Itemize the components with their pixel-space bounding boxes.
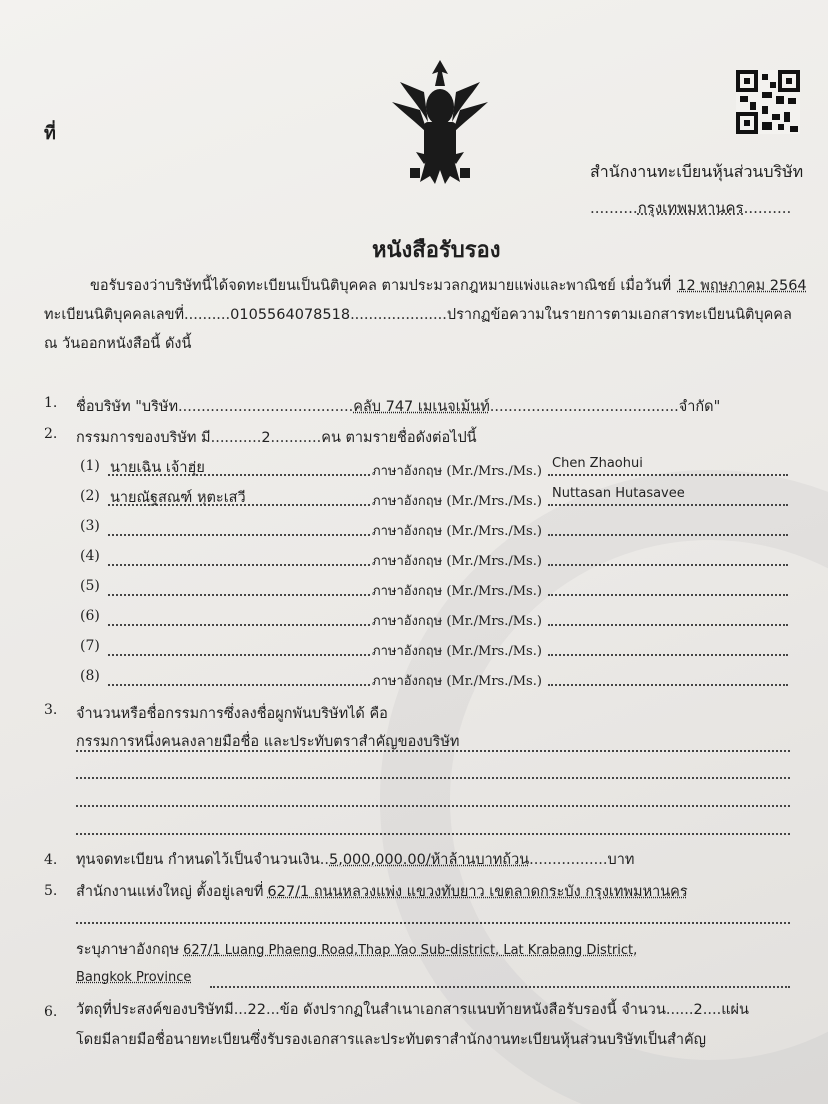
director-index: (4) xyxy=(80,548,100,564)
document-title: หนังสือรับรอง xyxy=(372,237,501,263)
director-thai-fill-line xyxy=(108,534,370,536)
director-english-fill-line xyxy=(548,654,788,656)
item4-number: 4. xyxy=(44,852,58,868)
item2-label: กรรมการของบริษัท มี xyxy=(76,430,211,446)
item5-english-line xyxy=(76,938,637,961)
director-english-label: ภาษาอังกฤษ (Mr./Mrs./Ms.) xyxy=(372,614,542,629)
director-thai-fill-line xyxy=(108,654,370,656)
item1-suffix: จำกัด" xyxy=(678,399,721,415)
director-thai-fill-line xyxy=(108,624,370,626)
item3-value: กรรมการหนึ่งคนลงลายมือชื่อ และประทับตราสำคัญของบริษัท xyxy=(76,734,460,750)
item1-number: 1. xyxy=(44,395,58,411)
registration-date: 12 พฤษภาคม 2564 xyxy=(677,278,807,294)
registration-number: 0105564078518 xyxy=(230,307,351,323)
item4-line: ทุนจดทะเบียน กำหนดไว้เป็นจำนวนเงิน..5,000,000.00/ห้าล้านบาทถ้วน.................บาท xyxy=(76,852,635,868)
item3-label: จำนวนหรือชื่อกรรมการซึ่งลงชื่อผูกพันบริษัทได้ คือ xyxy=(76,706,388,722)
item5-number: 5. xyxy=(44,883,58,899)
item3-fill-line-2 xyxy=(76,777,790,779)
ref-label: ที่ xyxy=(44,123,56,144)
reg-number-label: ทะเบียนนิติบุคคลเลขที่ xyxy=(44,307,185,323)
director-thai-name: นายเฉิน เจ้าฮุ่ย xyxy=(110,460,205,476)
director-english-fill-line xyxy=(548,624,788,626)
director-thai-fill-line xyxy=(108,594,370,596)
director-english-name: Nuttasan Hutasavee xyxy=(552,486,685,501)
intro-line1-text: ขอรับรองว่าบริษัทนี้ได้จดทะเบียนเป็นนิติบุคคล ตามประมวลกฎหมายแพ่งและพาณิชย์ เมื่อวันที่ xyxy=(90,278,672,294)
director-thai-fill-line xyxy=(108,684,370,686)
director-thai-fill-line xyxy=(108,564,370,566)
item5-fill-line xyxy=(76,922,790,924)
item6-line2: โดยมีลายมือชื่อนายทะเบียนซึ่งรับรองเอกสารและประทับตราสำนักงานทะเบียนหุ้นส่วนบริษัทเป็นสำคัญ xyxy=(76,1032,707,1048)
director-english-label: ภาษาอังกฤษ (Mr./Mrs./Ms.) xyxy=(372,644,542,659)
attached-pages-count: 2 xyxy=(693,1002,703,1018)
item5-english-label: ระบุภาษาอังกฤษ xyxy=(76,942,180,958)
objectives-count: 22 xyxy=(247,1002,266,1018)
office-title: สำนักงานทะเบียนหุ้นส่วนบริษัท xyxy=(590,162,804,181)
office-city: กรุงเทพมหานคร xyxy=(637,199,744,217)
item6-label: วัตถุที่ประสงค์ของบริษัทมี xyxy=(76,1002,234,1018)
director-english-fill-line xyxy=(548,534,788,536)
director-index: (5) xyxy=(80,578,100,594)
director-english-fill-line xyxy=(548,594,788,596)
item3-number: 3. xyxy=(44,702,58,718)
director-english-fill-line xyxy=(548,504,788,506)
director-thai-name: นายณัฐสณฑ์ หุตะเสวี xyxy=(110,490,246,506)
director-index: (2) xyxy=(80,488,100,504)
item6-suffix: แผ่น xyxy=(721,1002,749,1018)
director-english-fill-line xyxy=(548,564,788,566)
office-city-line: ..........กรุงเทพมหานคร.......... xyxy=(590,199,792,217)
director-english-label: ภาษาอังกฤษ (Mr./Mrs./Ms.) xyxy=(372,674,542,689)
director-english-fill-line xyxy=(548,684,788,686)
item2-suffix: คน ตามรายชื่อดังต่อไปนี้ xyxy=(321,430,477,446)
director-english-label: ภาษาอังกฤษ (Mr./Mrs./Ms.) xyxy=(372,524,542,539)
director-index: (8) xyxy=(80,668,100,684)
item5-english-fill-line xyxy=(210,986,790,988)
item3-fill-line-4 xyxy=(76,833,790,835)
item5-label: สำนักงานแห่งใหญ่ ตั้งอยู่เลขที่ xyxy=(76,884,264,900)
intro-line1 xyxy=(90,274,807,297)
item6-line: วัตถุที่ประสงค์ของบริษัทมี...22...ข้อ ดังปรากฏในสำเนาเอกสารแนบท้ายหนังสือรับรองนี้ จำนวน......2....แผ่น xyxy=(76,1002,749,1018)
head-office-address-en-1: 627/1 Luang Phaeng Road,Thap Yao Sub-district, Lat Krabang District, xyxy=(183,943,638,958)
item4-label: ทุนจดทะเบียน กำหนดไว้เป็นจำนวนเงิน xyxy=(76,852,320,868)
director-english-fill-line xyxy=(548,474,788,476)
intro-line3: ณ วันออกหนังสือนี้ ดังนี้ xyxy=(44,336,192,352)
head-office-address-en-2: Bangkok Province xyxy=(76,970,192,985)
item2-number: 2. xyxy=(44,426,58,442)
director-thai-fill-line xyxy=(108,474,370,476)
registered-capital: 5,000,000.00/ห้าล้านบาทถ้วน xyxy=(329,852,530,868)
director-index: (3) xyxy=(80,518,100,534)
director-english-label: ภาษาอังกฤษ (Mr./Mrs./Ms.) xyxy=(372,554,542,569)
director-english-label: ภาษาอังกฤษ (Mr./Mrs./Ms.) xyxy=(372,464,542,479)
director-english-name: Chen Zhaohui xyxy=(552,456,643,471)
item6-number: 6. xyxy=(44,1004,58,1020)
garuda-emblem-icon xyxy=(380,52,500,192)
head-office-address: 627/1 ถนนหลวงแพ่ง แขวงทับยาว เขตลาดกระบัง กรุงเทพมหานคร xyxy=(267,884,688,900)
item5-line xyxy=(76,880,688,903)
item1-line: ชื่อบริษัท "บริษัท......................................คลับ 747 เมเนจเม้นท์.........................................จำกัด" xyxy=(76,399,721,415)
director-count: 2 xyxy=(261,430,271,446)
director-index: (1) xyxy=(80,458,100,474)
item3-fill-line-1 xyxy=(76,750,790,752)
item3-fill-line-3 xyxy=(76,805,790,807)
director-index: (6) xyxy=(80,608,100,624)
reg-number-suffix: ปรากฏข้อความในรายการตามเอกสารทะเบียนนิติบุคคล xyxy=(446,307,792,323)
director-english-label: ภาษาอังกฤษ (Mr./Mrs./Ms.) xyxy=(372,584,542,599)
director-index: (7) xyxy=(80,638,100,654)
director-english-label: ภาษาอังกฤษ (Mr./Mrs./Ms.) xyxy=(372,494,542,509)
item1-label: ชื่อบริษัท "บริษัท xyxy=(76,399,179,415)
qr-code-icon xyxy=(736,70,800,134)
director-thai-fill-line xyxy=(108,504,370,506)
intro-line2: ทะเบียนนิติบุคคลเลขที่..........0105564078518.....................ปรากฏข้อความในรายการตามเอกสารทะเบียนนิติบุคคล xyxy=(44,307,792,323)
item4-suffix: บาท xyxy=(607,852,635,868)
item2-line: กรรมการของบริษัท มี...........2...........คน ตามรายชื่อดังต่อไปนี้ xyxy=(76,430,477,446)
company-name: คลับ 747 เมเนจเม้นท์ xyxy=(353,399,490,415)
item6-middle: ข้อ ดังปรากฏในสำเนาเอกสารแนบท้ายหนังสือรับรองนี้ จำนวน xyxy=(279,1002,666,1018)
